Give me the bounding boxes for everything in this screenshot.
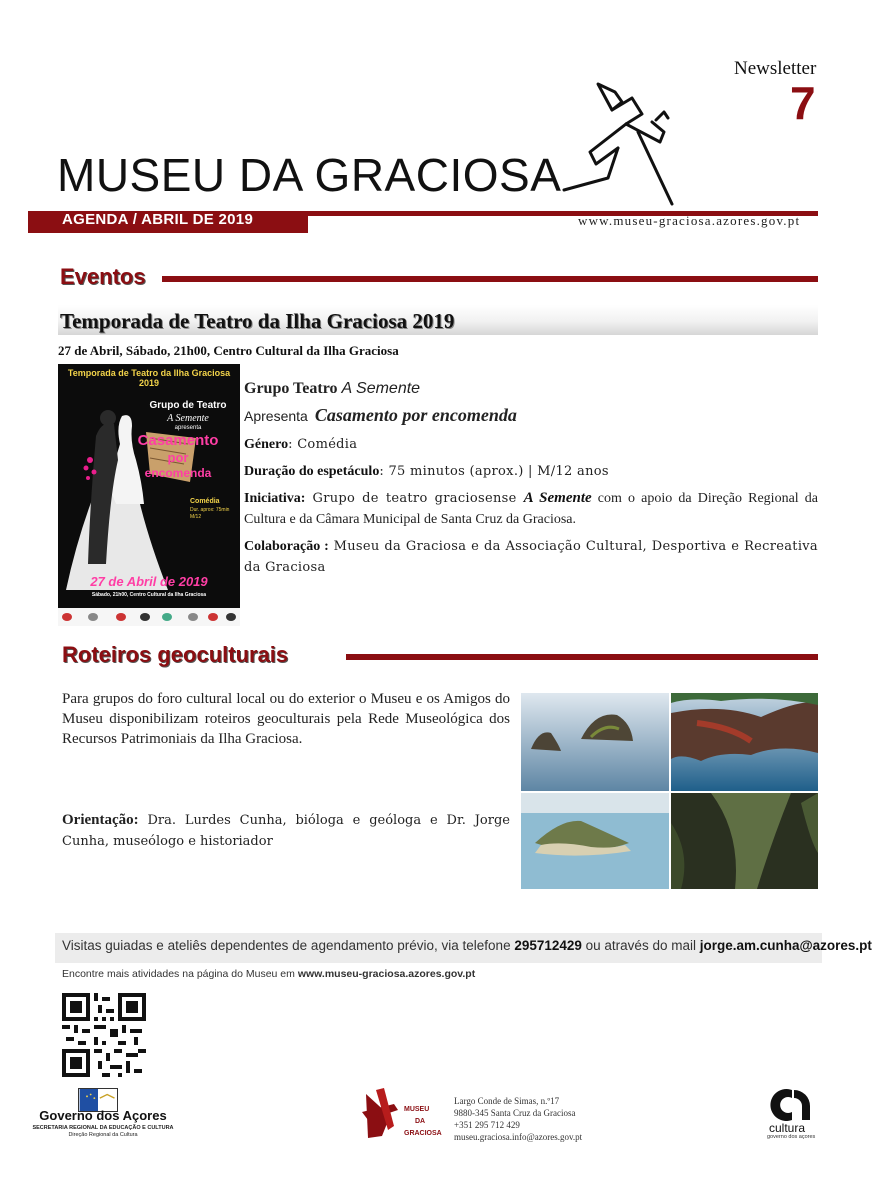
event-poster <box>58 364 240 608</box>
gov-name: Governo dos Açores <box>39 1108 167 1123</box>
genero-label: Género <box>244 437 289 452</box>
event-title: Temporada de Teatro da Ilha Graciosa 2019 <box>60 309 455 333</box>
more-prefix: Encontre mais atividades na página do Museu em <box>62 968 298 980</box>
sponsor-logo-icon <box>88 613 98 621</box>
duracao-value: : 75 minutos (aprox.) | M/12 anos <box>379 464 609 479</box>
windmill-logo-icon <box>560 72 695 207</box>
duracao-line <box>244 461 818 482</box>
contact-email[interactable]: jorge.am.cunha@azores.pt <box>699 938 872 953</box>
section-rule-eventos <box>162 276 818 282</box>
sponsor-logo-icon <box>62 613 72 621</box>
newsletter-label: Newsletter <box>734 58 817 79</box>
contact-info-text <box>62 938 872 953</box>
poster-presents: apresenta <box>174 425 202 431</box>
agenda-label: AGENDA / ABRIL DE 2019 <box>62 211 254 228</box>
poster-genre: Comédia <box>190 498 220 505</box>
museu-logo-line3: GRACIOSA <box>404 1130 442 1137</box>
landscape-photo-collage <box>521 693 818 889</box>
genero-line <box>244 434 818 455</box>
sponsor-logo-icon <box>188 613 198 621</box>
address-phone: +351 295 712 429 <box>454 1120 520 1130</box>
duracao-label: Duração do espetáculo <box>244 464 380 479</box>
poster-play-line1: Casamento <box>137 432 219 449</box>
orientacao-value: Dra. Lurdes Cunha, bióloga e geóloga e Dr. Jorge Cunha, museólogo e historiador <box>62 813 510 849</box>
roteiros-description: Para grupos do foro cultural local ou do exterior o Museu e os Amigos do Museu disponibilizam roteiros geoculturais pela Rede Museológica dos Recursos Patrimoniais da Ilha Graciosa. <box>62 691 510 747</box>
poster-title: Temporada de Teatro da Ilha Graciosa 2019 <box>67 368 231 388</box>
apresenta-line <box>244 405 818 428</box>
newsletter-number: 7 <box>790 77 816 129</box>
poster-group-line1: Grupo de Teatro <box>149 400 227 411</box>
colaboracao-value: Museu da Graciosa e da Associação Cultural, Desportiva e Recreativa da Graciosa <box>244 539 818 575</box>
iniciativa-group: A Semente <box>523 490 592 506</box>
cultura-name: cultura <box>769 1121 806 1135</box>
poster-play-line2: por <box>167 450 189 465</box>
museum-address <box>454 1095 582 1143</box>
contact-prefix: Visitas guiadas e ateliês dependentes de agendamento prévio, via telefone <box>62 938 515 953</box>
grupo-line <box>244 378 818 399</box>
sponsor-logo-icon <box>208 613 218 621</box>
genero-value: : Comédia <box>288 437 358 452</box>
poster-rating: M/12 <box>190 514 202 520</box>
orientacao-line <box>62 810 510 852</box>
poster-group-line2: A Semente <box>167 413 209 424</box>
website-link[interactable]: www.museu-graciosa.azores.gov.pt <box>578 213 801 228</box>
cultura-logo-icon <box>768 1088 818 1122</box>
museu-logo-line1: MUSEU <box>404 1106 430 1113</box>
show-title: Casamento por encomenda <box>314 405 517 425</box>
poster-duration: Dur. aprox: 75min <box>190 507 230 513</box>
museu-logo-line2: DA <box>415 1118 426 1125</box>
more-url-link[interactable]: www.museu-graciosa.azores.gov.pt <box>297 968 476 980</box>
poster-play-line3: encomenda <box>144 466 212 480</box>
section-heading-eventos: Eventos <box>60 264 146 289</box>
address-email[interactable]: museu.graciosa.info@azores.gov.pt <box>454 1132 583 1142</box>
poster-venue: Sábado, 21h00, Centro Cultural da Ilha Graciosa <box>91 592 207 598</box>
colaboracao-line <box>244 536 818 578</box>
poster-big-date: 27 de Abril de 2019 <box>90 574 208 589</box>
sponsor-logo-icon <box>116 613 126 621</box>
apresenta-label: Apresenta <box>244 408 308 424</box>
colaboracao-label: Colaboração : <box>244 539 329 554</box>
page-title: MUSEU DA GRACIOSA <box>57 149 562 201</box>
section-heading-roteiros: Roteiros geoculturais <box>62 642 289 667</box>
orientacao-label: Orientação: <box>62 812 139 828</box>
section-rule-roteiros <box>346 654 818 660</box>
sponsor-logo-icon <box>140 613 150 621</box>
contact-middle: ou através do mail <box>581 938 700 953</box>
cultura-sub: governo dos açores <box>767 1134 816 1140</box>
sponsor-logo-icon <box>162 613 172 621</box>
contact-phone[interactable]: 295712429 <box>514 938 582 953</box>
event-date: 27 de Abril, Sábado, 21h00, Centro Cultural da Ilha Graciosa <box>58 343 399 358</box>
grupo-label: Grupo Teatro <box>244 380 338 397</box>
gov-secretaria: SECRETARIA REGIONAL DA EDUCAÇÃO E CULTURA <box>32 1125 174 1131</box>
address-line: 9880-345 Santa Cruz da Graciosa <box>454 1108 576 1118</box>
gov-direcao: Direção Regional da Cultura <box>68 1132 138 1138</box>
event-details <box>244 378 818 584</box>
iniciativa-post: com o apoio da Direção Regional da Cultura e da Câmara Municipal de Santa Cruz da Graciosa. <box>244 491 819 527</box>
address-line: Largo Conde de Simas, n.º17 <box>454 1096 560 1106</box>
more-activities-text <box>62 968 475 980</box>
landscape-photos <box>521 693 818 889</box>
qr-code-icon[interactable] <box>62 993 146 1077</box>
iniciativa-pre: Grupo de teatro graciosense <box>305 491 524 506</box>
iniciativa-label: Iniciativa: <box>244 491 306 506</box>
iniciativa-line <box>244 488 818 530</box>
poster-sponsor-strip <box>58 608 240 626</box>
sponsor-logo-icon <box>226 613 236 621</box>
grupo-name: A Semente <box>341 380 421 397</box>
